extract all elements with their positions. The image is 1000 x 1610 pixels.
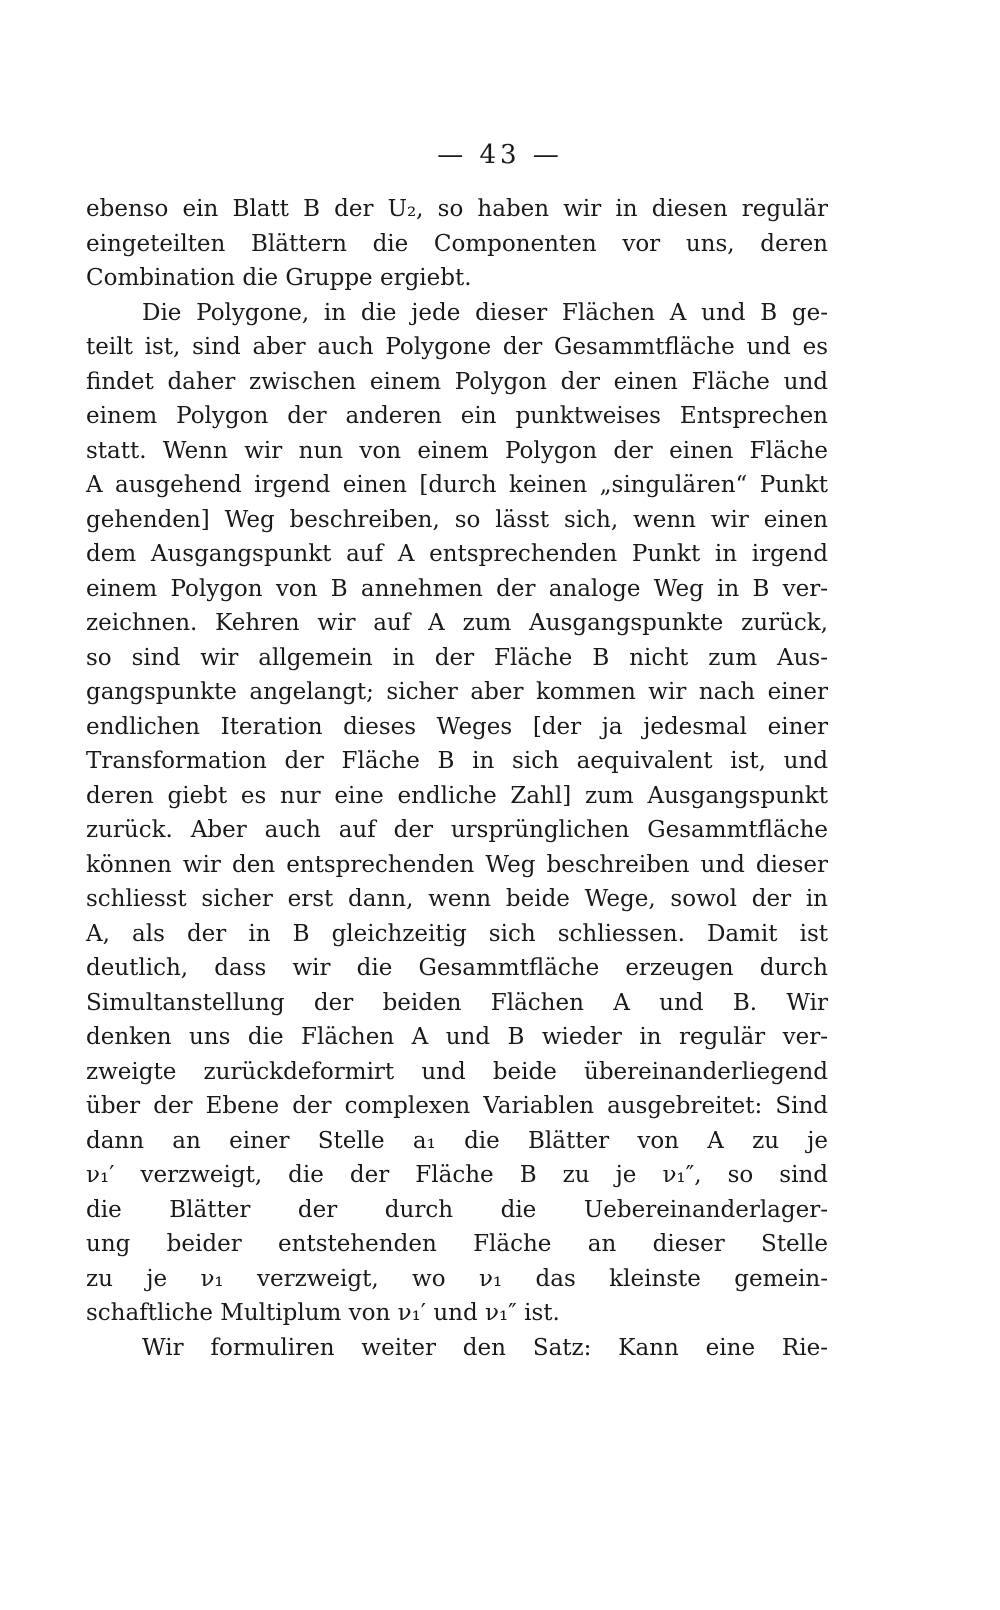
text-line: können wir den entsprechenden Weg beschreiben und dieser (86, 851, 828, 878)
text-line: ebenso ein Blatt B der U₂, so haben wir in diesen regulär (86, 196, 828, 222)
text-line: gehenden] Weg beschreiben, so lässt sich, wenn wir einen (86, 506, 828, 533)
text-line: einem Polygon der anderen ein punktweises Entsprechen (86, 403, 828, 429)
text-line: deutlich, dass wir die Gesammtfläche erzeugen durch (86, 955, 828, 981)
text-line: so sind wir allgemein in der Fläche B nicht zum Aus- (86, 644, 828, 671)
text-line: statt. Wenn wir nun von einem Polygon der einen Fläche (86, 437, 828, 464)
text-line: A, als der in B gleichzeitig sich schliessen. Damit ist (86, 920, 828, 947)
text-line: teilt ist, sind aber auch Polygone der Gesammtfläche und es (86, 334, 828, 360)
text-line: zweigte zurückdeformirt und beide übereinanderliegend (86, 1058, 828, 1085)
text-line: A ausgehend irgend einen [durch keinen „singulären“ Punkt (86, 472, 828, 498)
text-line: findet daher zwischen einem Polygon der einen Fläche und (86, 368, 828, 395)
text-line: ung beider entstehenden Fläche an dieser Stelle (86, 1231, 828, 1257)
text-line: zurück. Aber auch auf der ursprünglichen Gesammtfläche (86, 817, 828, 843)
text-line: gangspunkte angelangt; sicher aber kommen wir nach einer (86, 679, 828, 705)
text-line: dann an einer Stelle a₁ die Blätter von A zu je (86, 1127, 828, 1154)
text-line: eingeteilten Blättern die Componenten vor uns, deren (86, 230, 828, 257)
text-line: dem Ausgangspunkt auf A entsprechenden Punkt in irgend (86, 541, 828, 567)
text-line: Die Polygone, in die jede dieser Flächen A und B ge- (142, 299, 828, 326)
text-line: die Blätter der durch die Uebereinanderlager- (86, 1196, 828, 1223)
text-line: deren giebt es nur eine endliche Zahl] zum Ausgangspunkt (86, 782, 828, 809)
text-line: Simultanstellung der beiden Flächen A und B. Wir (86, 989, 828, 1016)
text-line: über der Ebene der complexen Variablen ausgebreitet: Sind (86, 1093, 828, 1119)
text-line: endlichen Iteration dieses Weges [der ja jedesmal einer (86, 713, 828, 740)
text-line: schliesst sicher erst dann, wenn beide Wege, sowol der in (86, 886, 828, 912)
text-line: zeichnen. Kehren wir auf A zum Ausgangspunkte zurück, (86, 610, 828, 636)
text-line: denken uns die Flächen A und B wieder in regulär ver- (86, 1024, 828, 1050)
body-text (86, 192, 828, 1365)
text-line: schaftliche Multiplum von ν₁′ und ν₁″ ist. (86, 1300, 560, 1326)
text-line: Combination die Gruppe ergiebt. (86, 265, 472, 291)
text-line: ν₁′ verzweigt, die der Fläche B zu je ν₁″, so sind (86, 1162, 828, 1188)
text-line: einem Polygon von B annehmen der analoge Weg in B ver- (86, 575, 828, 602)
page-number: — 43 — (437, 140, 563, 170)
text-line: Transformation der Fläche B in sich aequivalent ist, und (86, 748, 828, 774)
text-line: Wir formuliren weiter den Satz: Kann eine Rie- (142, 1334, 828, 1361)
text-line: zu je ν₁ verzweigt, wo ν₁ das kleinste gemein- (86, 1265, 828, 1292)
